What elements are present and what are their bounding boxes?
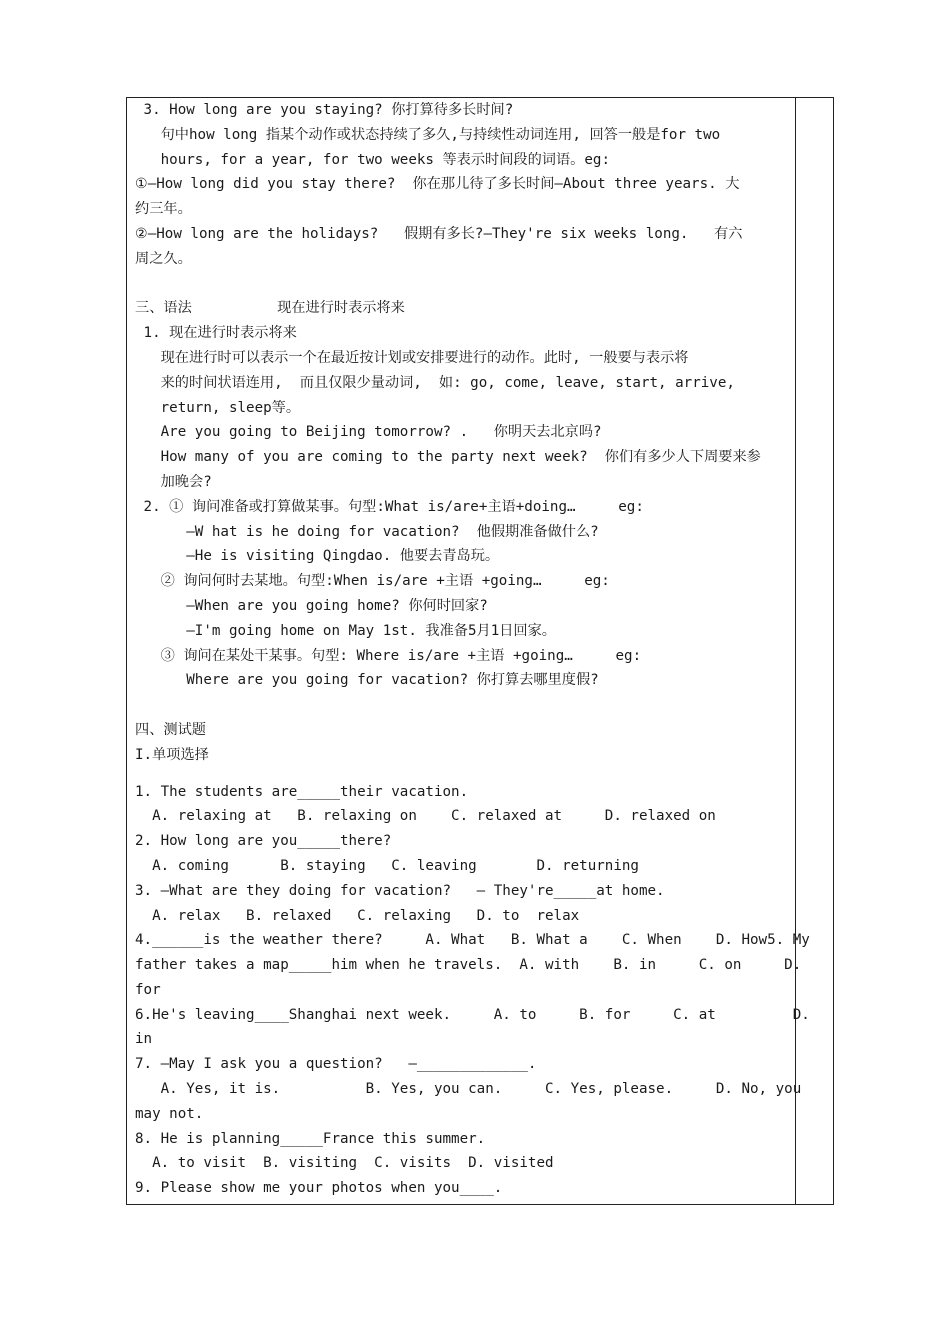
blank-line — [135, 768, 789, 780]
text-line: How many of you are coming to the party next week? 你们有多少人下周要来参 — [135, 449, 761, 466]
text-line: ② 询问何时去某地。句型:When is/are +主语 +going… eg: — [135, 573, 610, 590]
text-line: 2. ① 询问准备或打算做某事。句型:What is/are+主语+doing… eg: — [135, 498, 644, 515]
text-line: —I'm going home on May 1st. 我准备5月1日回家。 — [135, 622, 556, 639]
text-line: 1. 现在进行时表示将来 — [135, 325, 297, 342]
text-line: —He is visiting Qingdao. 他要去青岛玩。 — [135, 548, 500, 565]
text-line: in — [135, 1031, 153, 1048]
document-content — [135, 98, 810, 1201]
text-line: 现在进行时可以表示一个在最近按计划或安排要进行的动作。此时, 一般要与表示将 — [135, 349, 689, 366]
text-line: 6.He's leaving____Shanghai next week. A. to B. for C. at D. — [135, 1006, 810, 1023]
text-line: 3. —What are they doing for vacation? — They're_____at home. — [135, 882, 665, 899]
text-line: 8. He is planning_____France this summer. — [135, 1130, 486, 1147]
text-line: 4.______is the weather there? A. What B. What a C. When D. How5. My — [135, 932, 810, 949]
text-line: father takes a map_____him when he travels. A. with B. in C. on D. — [135, 957, 802, 974]
text-line: A. coming B. staying C. leaving D. returning — [135, 857, 639, 874]
text-line: 1. The students are_____their vacation. — [135, 783, 469, 800]
text-line: —W hat is he doing for vacation? 他假期准备做什么? — [135, 523, 599, 540]
text-line: 四、测试题 — [135, 721, 206, 738]
text-line: 2. How long are you_____there? — [135, 833, 392, 850]
text-line: 加晚会? — [135, 473, 212, 490]
text-line: 句中how long 指某个动作或状态持续了多久,与持续性动词连用, 回答一般是for two — [135, 126, 721, 143]
text-line: 约三年。 — [135, 201, 192, 218]
text-line: 三、语法 现在进行时表示将来 — [135, 300, 405, 317]
text-line: 9. Please show me your photos when you____. — [135, 1180, 503, 1197]
text-line: return, sleep等。 — [135, 399, 301, 416]
table-column-divider — [795, 98, 796, 1204]
text-line: A. relaxing at B. relaxing on C. relaxed at D. relaxed on — [135, 808, 716, 825]
text-line: 周之久。 — [135, 250, 192, 267]
text-line: may not. — [135, 1105, 204, 1122]
text-line: ③ 询问在某处干某事。句型: Where is/are +主语 +going… eg: — [135, 647, 642, 664]
text-line: I.单项选择 — [135, 746, 209, 763]
text-line: for — [135, 981, 161, 998]
text-line: ①—How long did you stay there? 你在那儿待了多长时间—About three years. 大 — [135, 176, 740, 193]
text-line: hours, for a year, for two weeks 等表示时间段的词语。eg: — [135, 151, 610, 168]
text-line: Where are you going for vacation? 你打算去哪里度假? — [135, 672, 599, 689]
text-line: 3. How long are you staying? 你打算待多长时间? — [135, 102, 514, 118]
document-table — [126, 97, 834, 1205]
text-line: A. to visit B. visiting C. visits D. visited — [135, 1155, 554, 1172]
text-line: Are you going to Beijing tomorrow? . 你明天去北京吗? — [135, 424, 602, 441]
blank-line — [135, 272, 789, 297]
text-line: —When are you going home? 你何时回家? — [135, 597, 488, 614]
text-line: 7. —May I ask you a question? —_____________. — [135, 1056, 537, 1073]
blank-line — [135, 693, 789, 718]
text-line: A. relax B. relaxed C. relaxing D. to relax — [135, 907, 580, 924]
text-line: 来的时间状语连用, 而且仅限少量动词, 如: go, come, leave, start, arrive, — [135, 374, 735, 391]
text-line: A. Yes, it is. B. Yes, you can. C. Yes, please. D. No, you — [135, 1081, 802, 1098]
text-line: ②—How long are the holidays? 假期有多长?—They're six weeks long. 有六 — [135, 225, 743, 242]
